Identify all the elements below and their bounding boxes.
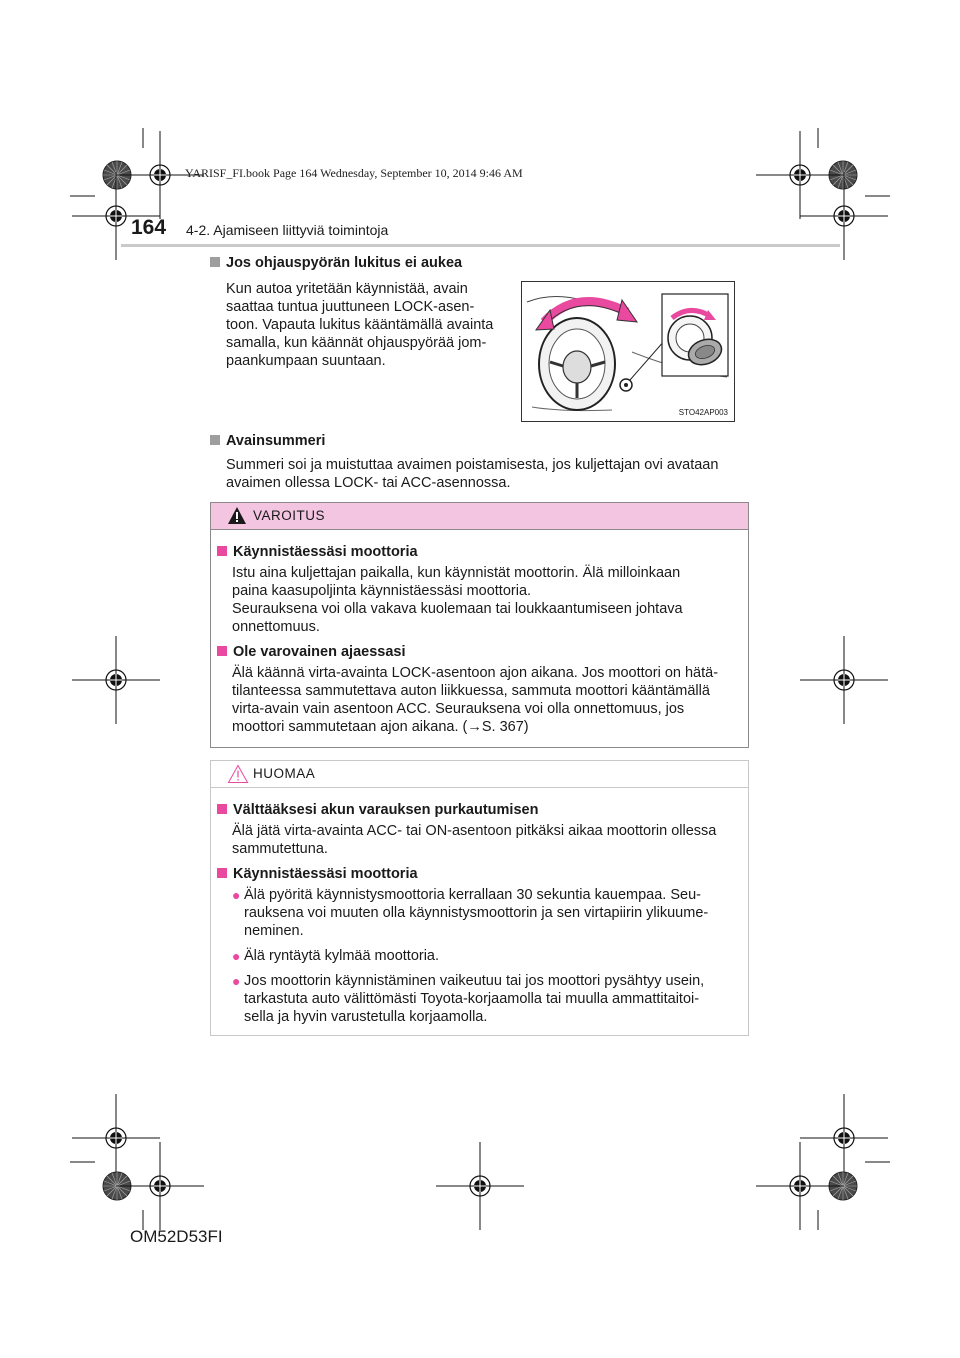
square-bullet-icon	[217, 804, 227, 814]
warning-item-text: Istu aina kuljettajan paikalla, kun käynnistät moottorin. Älä milloinkaan paina kaasupoljinta käynnistäessäsi moottoria. Seurauksena voi olla vakava kuolemaan tai loukkaantumiseen johtava onnettomuus.	[232, 565, 683, 635]
notice-box	[210, 760, 749, 1036]
square-bullet-icon	[217, 868, 227, 878]
key-buzzer-text: Summeri soi ja muistuttaa avaimen poistamisesta, jos kuljettajan ovi avataan avaimen ollessa LOCK- tai ACC-asennossa.	[226, 457, 719, 491]
steering-wheel-illustration	[522, 282, 734, 421]
steering-lock-text: Kun autoa yritetään käynnistää, avain saattaa tuntua juuttuneen LOCK-asen- toon. Vapauta lukitus kääntämällä avainta samalla, kun käännät ohjauspyörää jom- paankumpaan suuntaan.	[226, 281, 494, 369]
bullet-dot-icon: ●	[232, 887, 241, 903]
notice-header	[211, 761, 748, 788]
list-item: ● Jos moottorin käynnistäminen vaikeutuu tai jos moottori pysähtyy usein, tarkastuta auto välittömästi Toyota-korjaamolla tai muulla ammattitaitoi- sella ja hyvin varustetulla korjaamolla.	[232, 973, 705, 1025]
notice-item-heading: Käynnistäessäsi moottoria	[217, 866, 740, 882]
warning-header	[211, 503, 748, 530]
header-rule	[121, 244, 840, 247]
warning-triangle-icon	[227, 506, 247, 525]
list-item: ● Älä ryntäytä kylmää moottoria.	[232, 948, 440, 964]
warning-item-heading: Ole varovainen ajaessasi	[217, 644, 740, 660]
square-bullet-icon	[217, 546, 227, 556]
square-bullet-icon	[210, 257, 220, 267]
page-number: 164	[131, 216, 167, 239]
notice-label: HUOMAA	[253, 766, 316, 781]
steering-wheel-figure	[521, 281, 735, 422]
square-bullet-icon	[210, 435, 220, 445]
section-heading-steering-lock: Jos ohjauspyörän lukitus ei aukea	[210, 255, 462, 271]
warning-item-text: Älä käännä virta-avainta LOCK-asentoon ajon aikana. Jos moottori on hätä- tilanteessa sammutettava auton liikkuessa, sammuta moottori kääntämällä virta-avain vain asentoon ACC. Seurauksena voi olla onnettomuus, jos moottori sammutetaan ajon aikana. (→S. 367)	[232, 665, 719, 735]
notice-item-text: Älä jätä virta-avainta ACC- tai ON-asentoon pitkäksi aikaa moottorin ollessa sammutettuna.	[232, 823, 717, 857]
notice-item-heading: Välttääksesi akun varauksen purkautumisen	[217, 802, 740, 818]
print-info: YARISF_FI.book Page 164 Wednesday, September 10, 2014 9:46 AM	[185, 166, 523, 180]
list-item: ● Älä pyöritä käynnistysmoottoria kerrallaan 30 sekuntia kauempaa. Seu- rauksena voi muuten olla käynnistysmoottorin ja sen virtapiirin ylikuume- neminen.	[232, 887, 709, 939]
section-title: 4-2. Ajamiseen liittyviä toimintoja	[186, 222, 389, 238]
warning-item-heading: Käynnistäessäsi moottoria	[217, 544, 740, 560]
bullet-dot-icon: ●	[232, 948, 241, 964]
warning-label: VAROITUS	[253, 508, 326, 523]
document-code: OM52D53FI	[130, 1227, 223, 1246]
warning-box	[210, 502, 749, 748]
caution-triangle-icon	[227, 764, 249, 784]
figure-code: STO42AP003	[678, 408, 728, 417]
bullet-dot-icon: ●	[232, 973, 241, 989]
square-bullet-icon	[217, 646, 227, 656]
section-heading-key-buzzer: Avainsummeri	[210, 433, 325, 449]
